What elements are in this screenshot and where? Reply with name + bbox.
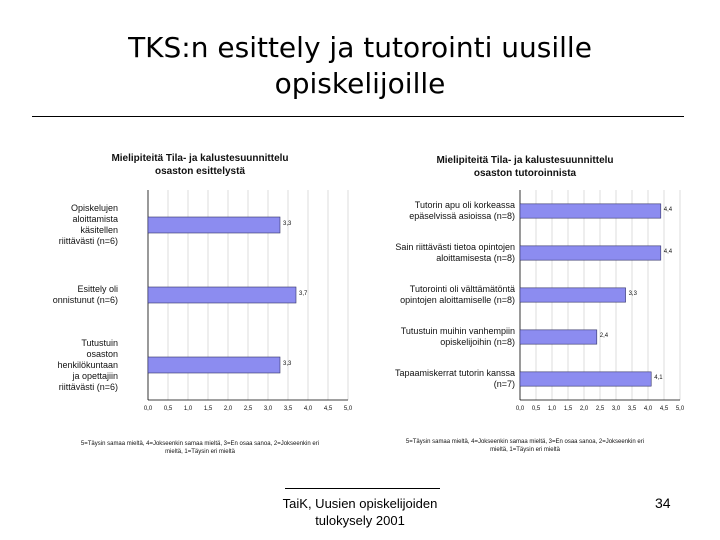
bar	[148, 287, 296, 303]
x-tick-label: 3,0	[263, 406, 273, 412]
x-tick-label: 1,5	[563, 406, 573, 412]
scale-note: 5=Täysin samaa mieltä, 4=Jokseenkin samaa mieltä, 3=En osaa sanoa, 2=Jokseenkin eri mieltä, 1=Täysin eri mieltä	[80, 441, 320, 455]
bar	[520, 330, 597, 344]
category-label: Sain riittävästi tietoa opintojen aloittamisesta (n=8)	[395, 242, 515, 263]
footer-line1: TaiK, Uusien opiskelijoiden	[282, 496, 438, 511]
x-tick-label: 2,5	[243, 406, 253, 412]
x-tick-label: 2,0	[579, 406, 589, 412]
category-label: Esittely oli onnistunut (n=6)	[52, 284, 118, 305]
bar-value-label: 3,3	[628, 291, 637, 297]
footer-divider	[285, 488, 440, 489]
bar	[148, 217, 280, 233]
x-tick-label: 3,0	[611, 406, 621, 412]
chart-title-line1: Mielipiteitä Tila- ja kalustesuunnittelu	[111, 153, 289, 164]
category-label: Opiskelujen aloittamista käsitellen riittävästi (n=6)	[58, 203, 118, 246]
category-label: Tutustuin muihin vanhempiin opiskelijoihin (n=8)	[400, 326, 515, 347]
slide-title-line1: TKS:n esittely ja tutorointi uusille	[128, 31, 592, 64]
bar-value-label: 3,3	[283, 221, 292, 227]
category-label: Tapaamiskerrat tutorin kanssa (n=7)	[394, 368, 515, 389]
chart-title-line2: osaston esittelystä	[154, 166, 246, 177]
bar-value-label: 3,7	[299, 291, 308, 297]
bar-value-label: 4,4	[663, 249, 673, 255]
x-tick-label: 2,5	[595, 406, 605, 412]
x-tick-label: 4,0	[643, 406, 653, 412]
bar	[520, 246, 661, 260]
slide-title	[40, 30, 680, 102]
chart-tutorointi	[365, 148, 685, 458]
chart-esittely	[40, 148, 360, 458]
x-tick-label: 3,5	[283, 406, 293, 412]
bar-value-label: 2,4	[599, 333, 609, 339]
chart-title-line1: Mielipiteitä Tila- ja kalustesuunnittelu	[436, 155, 614, 166]
page-number: 34	[655, 495, 671, 511]
category-label: Tutustuin osaston henkilökuntaan ja opettajiin riittävästi (n=6)	[57, 337, 118, 392]
bar	[520, 204, 661, 218]
bar	[148, 357, 280, 373]
x-tick-label: 0,5	[163, 406, 173, 412]
scale-note: 5=Täysin samaa mieltä, 4=Jokseenkin samaa mieltä, 3=En osaa sanoa, 2=Jokseenkin eri mieltä, 1=Täysin eri mieltä	[405, 439, 645, 453]
x-tick-label: 1,0	[183, 406, 193, 412]
bar-value-label: 4,4	[663, 207, 673, 213]
bar-value-label: 4,1	[654, 375, 663, 381]
bar	[520, 372, 651, 386]
category-label: Tutorin apu oli korkeassa epäselvissä asioissa (n=8)	[409, 200, 515, 221]
x-tick-label: 0,0	[143, 406, 153, 412]
x-tick-label: 5,0	[343, 406, 353, 412]
category-label: Tutorointi oli välttämätöntä opintojen aloittamiselle (n=8)	[400, 284, 515, 305]
slide-title-line2: opiskelijoille	[274, 67, 446, 100]
x-tick-label: 4,5	[659, 406, 669, 412]
x-tick-label: 4,0	[303, 406, 313, 412]
footer-line2: tulokysely 2001	[315, 513, 405, 528]
x-tick-label: 1,5	[203, 406, 213, 412]
x-tick-label: 5,0	[675, 406, 685, 412]
x-tick-label: 3,5	[627, 406, 637, 412]
x-tick-label: 0,0	[515, 406, 525, 412]
x-tick-label: 0,5	[531, 406, 541, 412]
x-tick-label: 1,0	[547, 406, 557, 412]
title-divider	[32, 116, 684, 117]
footer-source	[240, 495, 480, 529]
chart-title-line2: osaston tutoroinnista	[473, 168, 577, 179]
x-tick-label: 4,5	[323, 406, 333, 412]
bar	[520, 288, 626, 302]
bar-value-label: 3,3	[283, 361, 292, 367]
x-tick-label: 2,0	[223, 406, 233, 412]
